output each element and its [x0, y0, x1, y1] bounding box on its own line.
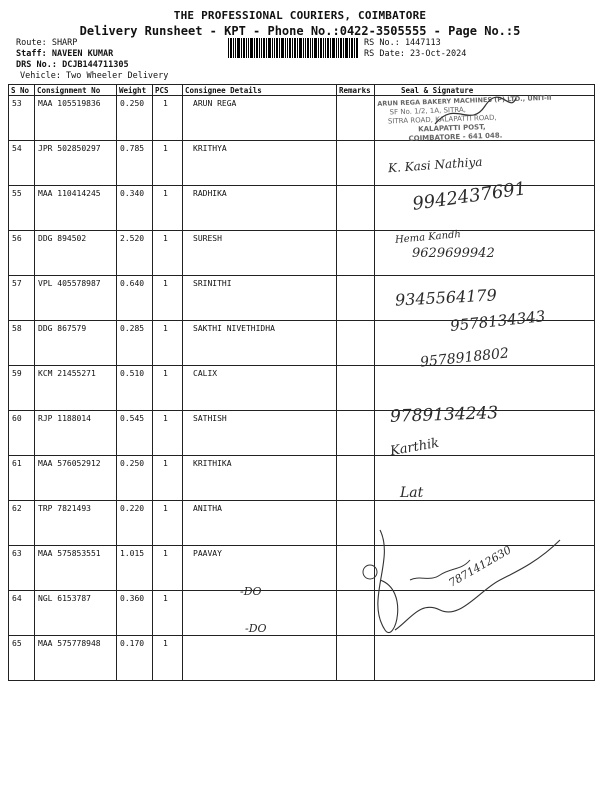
signature-text: 9578918802 [419, 345, 510, 371]
col-seal-signature: Seal & Signature [375, 85, 595, 96]
cell-consignee: KRITHIKA [183, 456, 337, 501]
cell-pcs: 1 [153, 591, 183, 636]
cell-sno: 60 [9, 411, 35, 456]
cell-weight: 2.520 [117, 231, 153, 276]
company-title: THE PROFESSIONAL COURIERS, COIMBATORE [173, 9, 427, 22]
col-remarks: Remarks [337, 85, 375, 96]
barcode-image [228, 38, 358, 58]
col-pcs: PCS [153, 85, 183, 96]
cell-consignment: MAA 110414245 [35, 186, 117, 231]
cell-remarks [337, 321, 375, 366]
cell-consignee: ANITHA [183, 501, 337, 546]
signature-text: -DO [240, 585, 262, 598]
staff-name: NAVEEN KUMAR [51, 49, 114, 59]
staff-line [16, 49, 113, 59]
cell-sno: 53 [9, 96, 35, 141]
cell-consignment: MAA 575853551 [35, 546, 117, 591]
cell-weight: 0.510 [117, 366, 153, 411]
cell-weight: 1.015 [117, 546, 153, 591]
cell-consignment: MAA 575778948 [35, 636, 117, 681]
cell-pcs: 1 [153, 546, 183, 591]
cell-consignment: MAA 576052912 [35, 456, 117, 501]
cell-pcs: 1 [153, 411, 183, 456]
signature-text: 9942437691 [411, 178, 528, 215]
col-consignment: Consignment No [35, 85, 117, 96]
stamp-line: ARUN REGA BAKERY MACHINES (P) LTD., UNIT-II [377, 93, 552, 108]
signature-text: 9789134243 [389, 403, 499, 427]
cell-weight: 0.785 [117, 141, 153, 186]
cell-consignee: PAAVAY [183, 546, 337, 591]
cell-remarks [337, 231, 375, 276]
stamp-signature-stroke [430, 94, 520, 134]
cell-weight: 0.285 [117, 321, 153, 366]
cell-consignee: SAKTHI NIVETHIDHA [183, 321, 337, 366]
cell-pcs: 1 [153, 456, 183, 501]
cell-remarks [337, 141, 375, 186]
signature-text: 9345564179 [394, 285, 498, 310]
signature-text: Lat [400, 485, 424, 501]
table-row [9, 276, 595, 321]
stamp-line: KALAPATTI POST, [418, 123, 486, 134]
cell-consignment: TRP 7821493 [35, 501, 117, 546]
cell-sno: 54 [9, 141, 35, 186]
cell-weight: 0.640 [117, 276, 153, 321]
table-row [9, 411, 595, 456]
cell-weight: 0.340 [117, 186, 153, 231]
cell-consignee: CALIX [183, 366, 337, 411]
cell-consignment: RJP 1188014 [35, 411, 117, 456]
cell-pcs: 1 [153, 96, 183, 141]
cell-weight: 0.220 [117, 501, 153, 546]
staff-label: Staff: [16, 49, 47, 59]
cell-consignment: NGL 6153787 [35, 591, 117, 636]
table-row [9, 321, 595, 366]
cell-sno: 63 [9, 546, 35, 591]
table-row [9, 366, 595, 411]
cell-consignment: KCM 21455271 [35, 366, 117, 411]
cell-consignee: KRITHYA [183, 141, 337, 186]
cell-weight: 0.170 [117, 636, 153, 681]
col-consignee: Consignee Details [183, 85, 337, 96]
signature-text: -DO [245, 622, 267, 635]
cell-sno: 59 [9, 366, 35, 411]
cell-consignee [183, 636, 337, 681]
signature-text: Hema Kandh [394, 229, 462, 246]
table-row [9, 186, 595, 231]
cell-remarks [337, 366, 375, 411]
drs-label: DRS No.: [16, 60, 57, 70]
rs-date: RS Date: 23-Oct-2024 [364, 49, 467, 59]
cell-consignee: RADHIKA [183, 186, 337, 231]
cell-consignment: DDG 867579 [35, 321, 117, 366]
cell-pcs: 1 [153, 636, 183, 681]
cell-pcs: 1 [153, 501, 183, 546]
signature-text: K. Kasi Nathiya [387, 154, 483, 176]
cell-pcs: 1 [153, 231, 183, 276]
cell-consignment: DDG 894502 [35, 231, 117, 276]
cell-remarks [337, 411, 375, 456]
cell-remarks [337, 276, 375, 321]
signature-scribble [350, 520, 590, 650]
cell-remarks [337, 186, 375, 231]
col-sno: S No [9, 85, 35, 96]
stamp-line: COIMBATORE - 641 048. [408, 131, 503, 143]
table-row [9, 231, 595, 276]
cell-signature [375, 186, 595, 231]
cell-signature [375, 411, 595, 456]
cell-weight: 0.250 [117, 456, 153, 501]
table-row [9, 456, 595, 501]
drs-number: DCJB144711305 [62, 60, 129, 70]
drs-line [16, 60, 129, 70]
cell-sno: 61 [9, 456, 35, 501]
cell-weight: 0.360 [117, 591, 153, 636]
signature-text: 7871412630 [446, 543, 514, 590]
cell-weight: 0.545 [117, 411, 153, 456]
cell-sno: 57 [9, 276, 35, 321]
cell-pcs: 1 [153, 186, 183, 231]
cell-pcs: 1 [153, 321, 183, 366]
cell-signature [375, 321, 595, 366]
cell-consignee: ARUN REGA [183, 96, 337, 141]
cell-sno: 62 [9, 501, 35, 546]
cell-remarks [337, 456, 375, 501]
col-weight: Weight [117, 85, 153, 96]
cell-signature [375, 456, 595, 501]
vehicle-label: Vehicle: Two Wheeler Delivery [20, 71, 169, 81]
signature-text: Karthik [389, 435, 441, 460]
runsheet-subtitle: Delivery Runsheet - KPT - Phone No.:0422-3505555 - Page No.:5 [79, 24, 521, 38]
cell-signature [375, 276, 595, 321]
cell-signature [375, 366, 595, 411]
cell-sno: 65 [9, 636, 35, 681]
signature-text: 9629699942 [412, 246, 495, 261]
rs-number: RS No.: 1447113 [364, 38, 441, 48]
cell-consignment: JPR 502850297 [35, 141, 117, 186]
cell-sno: 64 [9, 591, 35, 636]
cell-consignment: MAA 105519836 [35, 96, 117, 141]
cell-weight: 0.250 [117, 96, 153, 141]
stamp-line: SF No. 1/2, 1A, SITRA, [389, 105, 467, 117]
cell-sno: 55 [9, 186, 35, 231]
cell-remarks [337, 96, 375, 141]
cell-pcs: 1 [153, 276, 183, 321]
cell-consignee: SURESH [183, 231, 337, 276]
cell-sno: 58 [9, 321, 35, 366]
cell-consignment: VPL 405578987 [35, 276, 117, 321]
cell-consignee [183, 591, 337, 636]
cell-consignee: SRINITHI [183, 276, 337, 321]
cell-consignee: SATHISH [183, 411, 337, 456]
stamp-line: SITRA ROAD, KALAPATTI ROAD, [387, 113, 497, 126]
cell-pcs: 1 [153, 141, 183, 186]
cell-signature [375, 231, 595, 276]
signature-text: 9578134343 [449, 307, 547, 335]
route-label: Route: SHARP [16, 38, 78, 48]
cell-pcs: 1 [153, 366, 183, 411]
cell-sno: 56 [9, 231, 35, 276]
